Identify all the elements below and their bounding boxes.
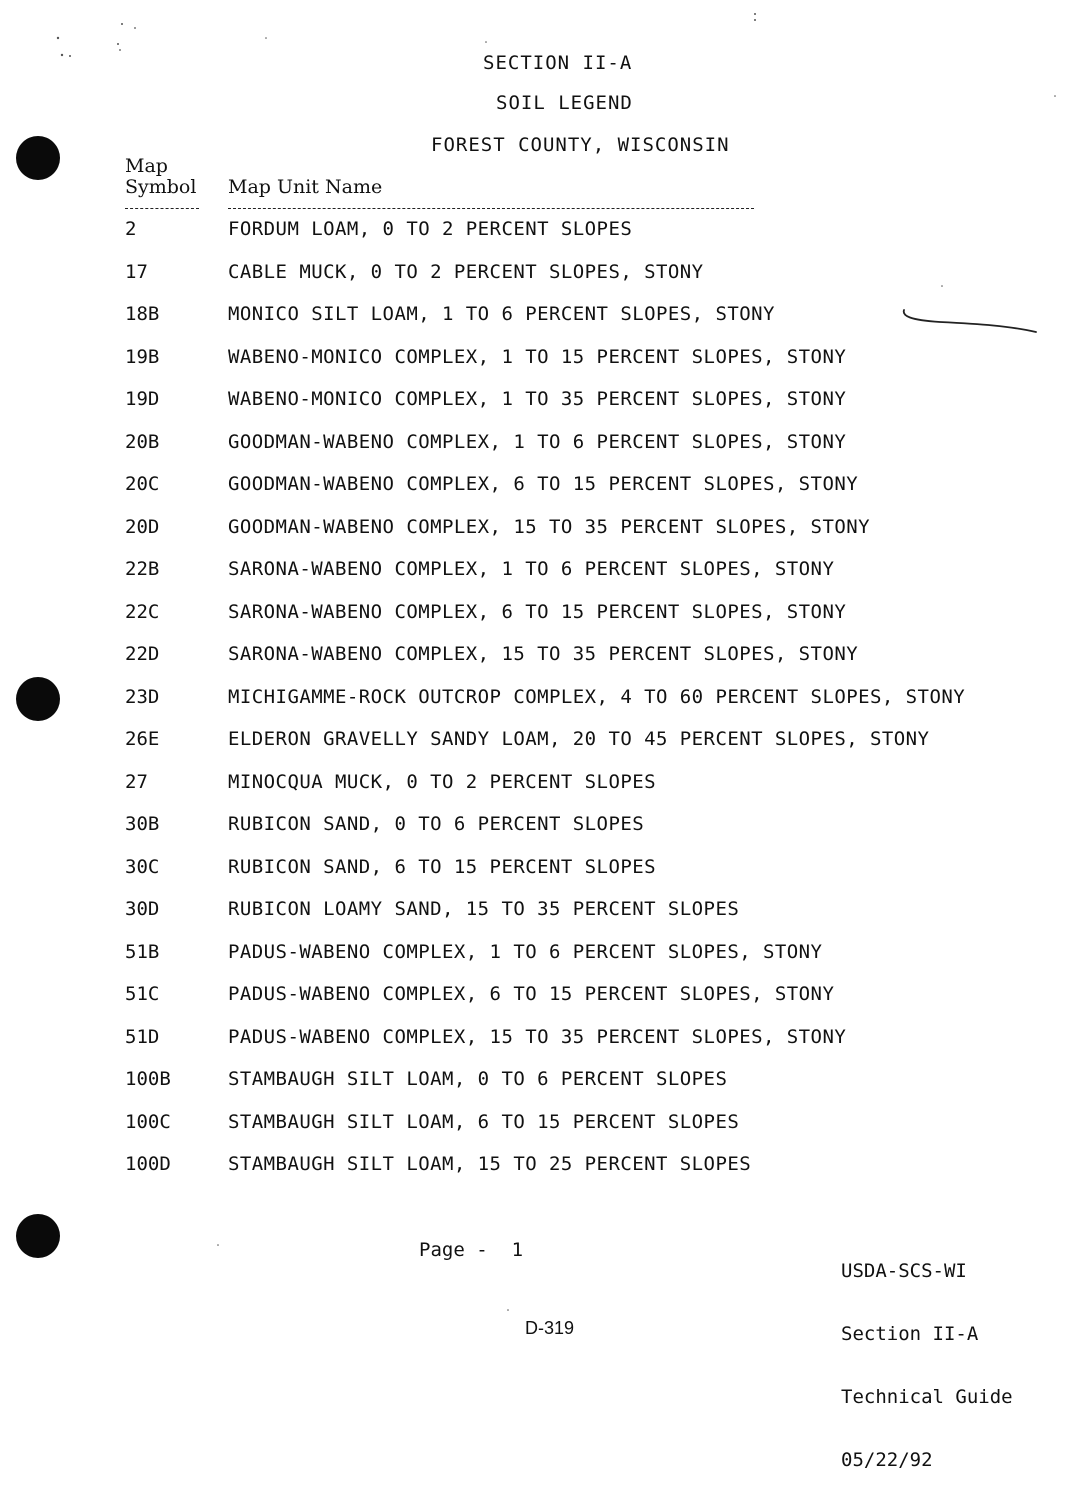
map-unit-name: SARONA-WABENO COMPLEX, 1 TO 6 PERCENT SLOPES, STONY [228,558,835,580]
map-symbol: 18B [125,303,160,325]
map-symbol: 51B [125,940,160,963]
map-symbol: 51C [125,983,160,1005]
map-unit-name: ELDERON GRAVELLY SANDY LOAM, 20 TO 45 PERCENT SLOPES, STONY [228,728,930,750]
table-row [0,683,1068,726]
document-code: D-319 [525,1318,575,1338]
map-unit-name: WABENO-MONICO COMPLEX, 1 TO 35 PERCENT SLOPES, STONY [228,388,847,410]
map-unit-name: MONICO SILT LOAM, 1 TO 6 PERCENT SLOPES, STONY [228,303,775,325]
map-symbol: 100C [125,1110,171,1133]
map-symbol: 17 [125,260,148,283]
map-unit-name: FORDUM LOAM, 0 TO 2 PERCENT SLOPES [228,218,633,240]
table-row [0,938,1068,981]
table-row [0,810,1068,853]
table-row [0,768,1068,811]
table-row [0,1150,1068,1193]
map-unit-name: RUBICON SAND, 6 TO 15 PERCENT SLOPES [228,855,657,878]
reference-guide: Technical Guide [841,1386,1013,1408]
map-unit-name: STAMBAUGH SILT LOAM, 15 TO 25 PERCENT SLOPES [228,1153,752,1175]
map-symbol: 30C [125,855,160,878]
table-row [0,980,1068,1023]
map-unit-name: PADUS-WABENO COMPLEX, 15 TO 35 PERCENT SLOPES, STONY [228,1025,847,1048]
table-row [0,215,1068,258]
table-row [0,343,1068,386]
map-symbol: 22B [125,558,160,580]
table-row [0,640,1068,683]
map-symbol: 20C [125,473,160,495]
map-unit-name: STAMBAUGH SILT LOAM, 6 TO 15 PERCENT SLOPES [228,1110,740,1133]
map-unit-name: RUBICON SAND, 0 TO 6 PERCENT SLOPES [228,813,645,835]
map-symbol: 22C [125,600,160,623]
map-unit-name: PADUS-WABENO COMPLEX, 1 TO 6 PERCENT SLOPES, STONY [228,940,823,963]
map-symbol: 20B [125,430,160,453]
map-symbol: 51D [125,1025,160,1048]
table-row [0,1065,1068,1108]
name-underline [228,208,754,209]
legend-title: SOIL LEGEND [496,92,633,114]
table-row [0,853,1068,896]
map-unit-name: PADUS-WABENO COMPLEX, 6 TO 15 PERCENT SLOPES, STONY [228,983,835,1005]
symbol-underline [125,208,199,209]
map-symbol: 26E [125,728,160,750]
map-symbol: 20D [125,515,160,538]
page-number: 1 [511,1239,524,1261]
map-unit-name: SARONA-WABENO COMPLEX, 15 TO 35 PERCENT SLOPES, STONY [228,643,859,665]
map-symbol: 23D [125,685,160,708]
map-symbol: 19B [125,345,160,368]
map-unit-name: RUBICON LOAMY SAND, 15 TO 35 PERCENT SLOPES [228,898,740,920]
map-symbol: 30D [125,898,160,920]
map-unit-name: SARONA-WABENO COMPLEX, 6 TO 15 PERCENT SLOPES, STONY [228,600,847,623]
binder-hole-bottom [16,1214,60,1258]
table-row [0,1108,1068,1151]
map-unit-name: GOODMAN-WABENO COMPLEX, 1 TO 6 PERCENT SLOPES, STONY [228,430,847,453]
map-symbol: 27 [125,770,148,793]
table-row [0,1023,1068,1066]
document-reference [841,1219,1013,1492]
map-symbol: 22D [125,643,160,665]
map-unit-name: CABLE MUCK, 0 TO 2 PERCENT SLOPES, STONY [228,260,704,283]
location-heading: FOREST COUNTY, WISCONSIN [431,134,730,156]
reference-section: Section II-A [841,1323,979,1345]
column-header-name: Map Unit Name [228,176,383,198]
table-row [0,428,1068,471]
section-heading: SECTION II-A [483,52,633,74]
map-unit-name: MINOCQUA MUCK, 0 TO 2 PERCENT SLOPES [228,770,657,793]
page-indicator [419,1239,523,1261]
soil-legend-table [0,215,1068,1193]
binder-hole-top [16,136,60,180]
map-unit-name: STAMBAUGH SILT LOAM, 0 TO 6 PERCENT SLOPES [228,1068,728,1090]
table-row [0,895,1068,938]
map-unit-name: GOODMAN-WABENO COMPLEX, 15 TO 35 PERCENT SLOPES, STONY [228,515,871,538]
map-symbol: 100D [125,1153,171,1175]
map-symbol: 100B [125,1068,171,1090]
table-row [0,725,1068,768]
reference-date: 05/22/92 [841,1449,933,1471]
column-header-map: Map [125,155,168,177]
page-label: Page - [419,1239,488,1261]
table-row [0,258,1068,301]
table-row [0,598,1068,641]
table-row [0,513,1068,556]
column-header-symbol: Symbol [125,176,197,198]
table-row [0,385,1068,428]
map-symbol: 30B [125,813,160,835]
map-symbol: 2 [125,218,137,240]
map-unit-name: MICHIGAMME-ROCK OUTCROP COMPLEX, 4 TO 60 PERCENT SLOPES, STONY [228,685,966,708]
map-symbol: 19D [125,388,160,410]
map-unit-name: WABENO-MONICO COMPLEX, 1 TO 15 PERCENT SLOPES, STONY [228,345,847,368]
map-unit-name: GOODMAN-WABENO COMPLEX, 6 TO 15 PERCENT SLOPES, STONY [228,473,859,495]
reference-agency: USDA-SCS-WI [841,1260,967,1282]
table-row [0,555,1068,598]
pen-stroke [900,306,1040,336]
table-row [0,470,1068,513]
